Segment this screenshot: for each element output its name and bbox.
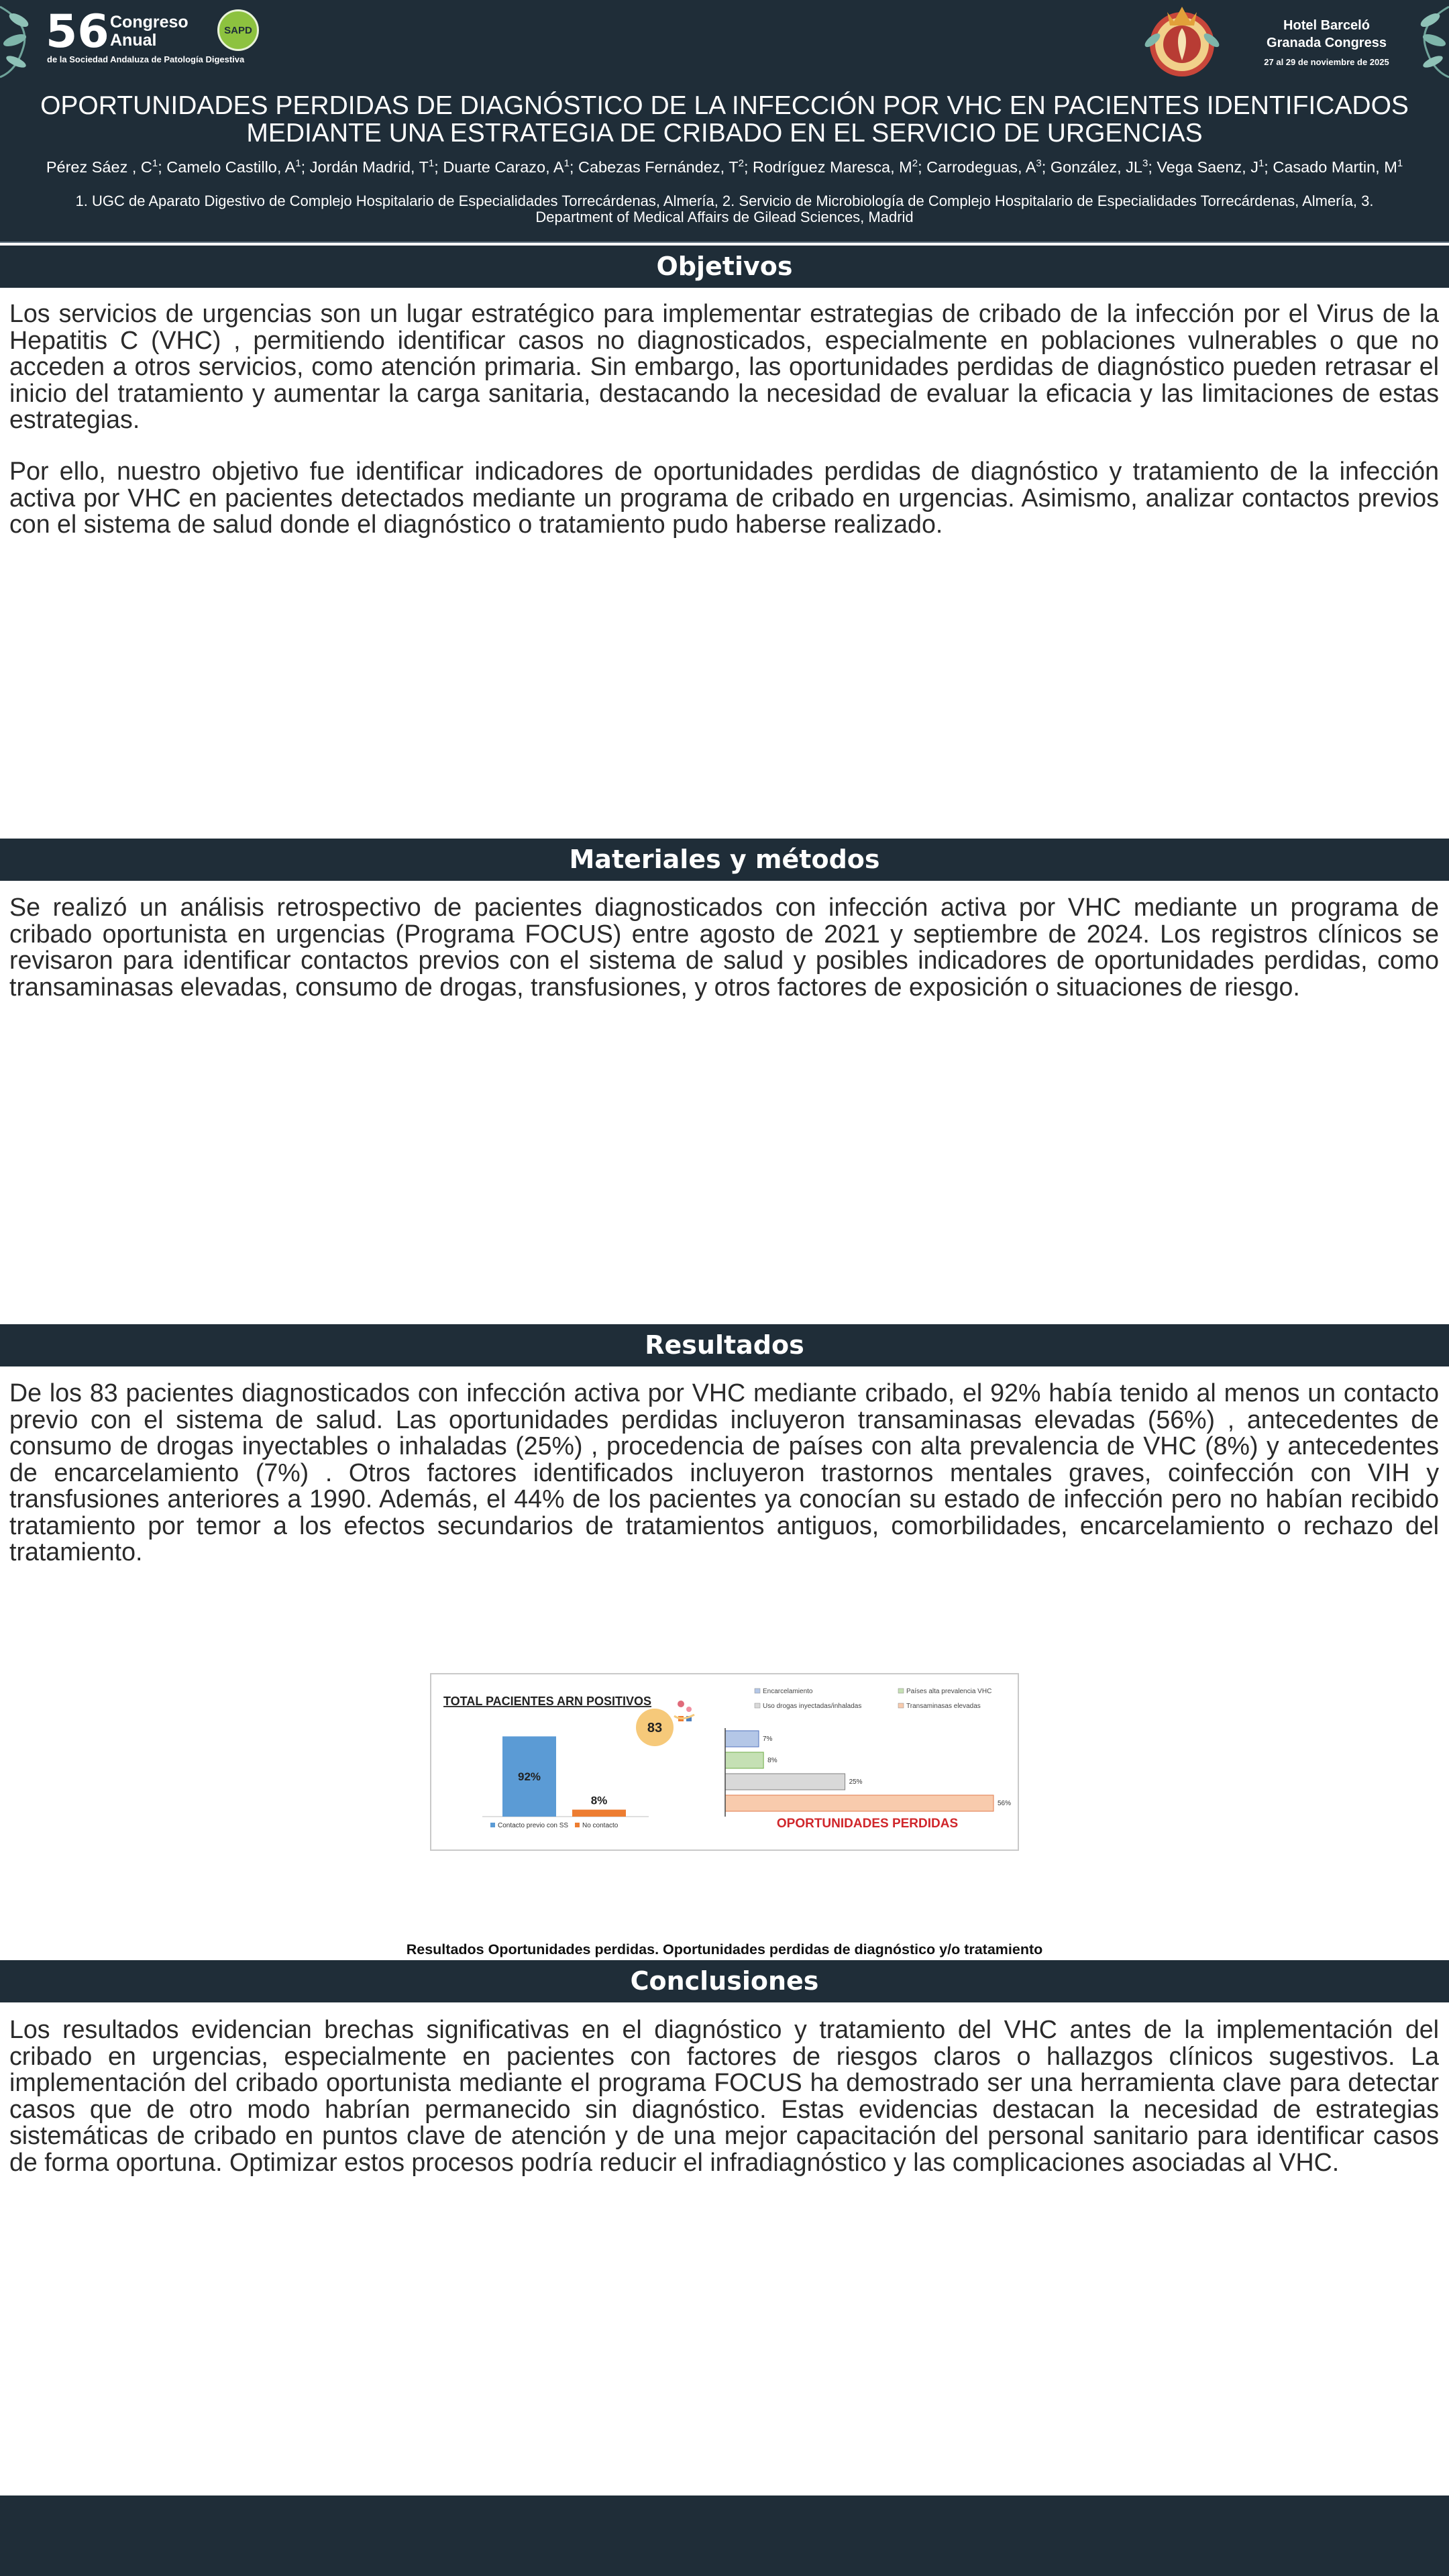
chart1-title: TOTAL PACIENTES ARN POSITIVOS: [443, 1695, 652, 1708]
section-header-conclusiones: Conclusiones: [0, 1960, 1449, 2002]
chart2-legend-label-1: Encarcelamiento: [763, 1688, 813, 1695]
chart2-legend-swatch-4: [898, 1703, 904, 1708]
society-name: de la Sociedad Andaluza de Patología Digestiva: [47, 54, 245, 64]
author-name: Camelo Castillo, $A^1$: [166, 158, 301, 176]
chart2-title: OPORTUNIDADES PERDIDAS: [776, 1817, 959, 1831]
poster-footer: [0, 2496, 1449, 2576]
author-affiliation-mark: 3: [1036, 158, 1042, 169]
chart1-bar-2: [572, 1810, 626, 1817]
chart2-bar-1: [725, 1731, 759, 1747]
chart2-value-label-1: 7%: [763, 1735, 773, 1743]
chart2-legend-label-2: Países alta prevalencia VHC: [906, 1688, 992, 1695]
author-name: Duarte Carazo, $A^1$: [443, 158, 570, 176]
header-divider: [0, 241, 1449, 243]
author-affiliation-mark: 1: [564, 158, 570, 169]
chart2-value-label-2: 8%: [767, 1757, 777, 1764]
author-name: Casado Martin, $M^1$: [1273, 158, 1403, 176]
section-header-resultados: Resultados: [0, 1324, 1449, 1366]
conclusiones-paragraph: Los resultados evidencian brechas significativas en el diagnóstico y tratamiento del VHC antes de la implementación del cribado en urgencias, especialmente en pacientes con factores de riesgos claros o hallazgos clínicos sugestivos. La implementación del cribado oportunista mediante el programa FOCUS ha demostrado ser una herramienta clave para detectar casos que de otro modo habrían permanecido sin diagnóstico. Estas evidencias destacan la necesidad de estrategias sistemáticas de cribado en puntos clave de atención y de una mejor capacitación del personal sanitario para identificar casos de forma oportuna. Optimizar estos procesos podría reducir el infradiagnóstico y las complicaciones asociadas al VHC.: [9, 2015, 1439, 2176]
venue-line-2: Granada Congress: [1267, 36, 1387, 50]
chart2-legend-swatch-1: [755, 1688, 760, 1693]
chart2-legend-swatch-3: [755, 1703, 760, 1708]
figure-caption: Resultados Oportunidades perdidas. Oportunidades perdidas de diagnóstico y/o tratamiento: [406, 1941, 1043, 1957]
congress-word-1: Congreso: [110, 13, 189, 32]
chart2-bar-2: [725, 1752, 763, 1768]
objetivos-paragraph-1: Los servicios de urgencias son un lugar estratégico para implementar estrategias de cribado de la infección por el Virus de la Hepatitis C (VHC) , permitiendo identificar casos no diagnosticados, especialmente en poblaciones vulnerables o que no acceden a otros servicios, como atención primaria. Sin embargo, las oportunidades perdidas de diagnóstico pueden retrasar el inicio del tratamiento y aumentar la carga sanitaria, destacando la necesidad de evaluar la eficacia y las limitaciones de estas estrategias.: [9, 299, 1439, 433]
author-affiliation-mark: 2: [912, 158, 918, 169]
author-name: Jordán Madrid, $T^1$: [309, 158, 435, 176]
author-name: Pérez Sáez , $C^1$: [46, 158, 158, 176]
total-badge-value: 83: [647, 1721, 663, 1735]
chart1-legend-label-2: No contacto: [582, 1822, 619, 1829]
right-leaf-decoration: [1409, 0, 1449, 80]
chart2-bar-3: [725, 1774, 845, 1790]
title-line-1: OPORTUNIDADES PERDIDAS DE DIAGNÓSTICO DE LA INFECCIÓN POR VHC EN PACIENTES IDENTIFICADOS: [40, 91, 1409, 120]
author-name: Rodríguez Maresca, $M^2$: [753, 158, 918, 176]
chart1-legend-swatch-2: [575, 1823, 580, 1827]
author-name: Vega Saenz, $J^1$: [1157, 158, 1265, 176]
sapd-logo: SAPD: [217, 9, 259, 51]
results-figure: [430, 1673, 1019, 1851]
author-name: Carrodeguas, $A^3$: [926, 158, 1042, 176]
objetivos-paragraph-2: Por ello, nuestro objetivo fue identificar indicadores de oportunidades perdidas de diagnóstico y tratamiento de la infección activa por VHC en pacientes detectados mediante un programa de cribado en urgencias. Asimismo, analizar contactos previos con el sistema de salud donde el diagnóstico o tratamiento pudo haberse realizado.: [9, 457, 1439, 538]
materiales-paragraph: Se realizó un análisis retrospectivo de pacientes diagnosticados con infección activa por VHC mediante un programa de cribado oportunista en urgencias (Programa FOCUS) entre agosto de 2021 y septiembre de 2024. Los registros clínicos se revisaron para identificar contactos previos con el sistema de salud y posibles indicadores de oportunidades perdidas, como transaminasas elevadas, consumo de drogas, transfusiones, y otros factores de exposición o situaciones de riesgo.: [9, 893, 1439, 1001]
chart2-legend-label-3: Uso drogas inyectadas/inhaladas: [763, 1703, 862, 1710]
chart1-value-label-1: 92%: [517, 1770, 541, 1784]
author-list: Pérez Sáez , $C^1$; Camelo Castillo, $A^1$; Jordán Madrid, $T^1$; Duarte Carazo, $A^1$; Cabezas Fernández, $T^2$; Rodríguez Maresca, $M^2$; Carrodeguas, $A^3$; González, $JL^3$; Vega Saenz, $J^1$; Casado Martin, $M^1$: [46, 158, 1403, 176]
congress-label: [110, 13, 189, 50]
chart2-value-label-3: 25%: [849, 1778, 863, 1786]
chart2-legend-swatch-2: [898, 1688, 904, 1693]
author-affiliation-mark: 2: [738, 158, 744, 169]
venue-line-1: Hotel Barceló: [1283, 18, 1370, 33]
poster-header: [0, 0, 1449, 241]
section-header-objetivos: Objetivos: [0, 246, 1449, 288]
chart1-legend-swatch-1: [490, 1823, 495, 1827]
chart2-legend-label-4: Transaminasas elevadas: [906, 1703, 981, 1710]
chart2-value-label-4: 56%: [998, 1800, 1012, 1807]
congress-word-2: Anual: [110, 31, 157, 50]
author-affiliation-mark: 1: [1397, 158, 1403, 169]
chart2-bar-4: [725, 1795, 994, 1811]
affiliations: 1. UGC de Aparato Digestivo de Complejo Hospitalario de Especialidades Torrecárdenas, Almería, 2. Servicio de Microbiología de Complejo Hospitalario de Especialidades Torrecárdenas, Almería, 3. Department of Medical Affairs de Gilead Sciences, Madrid: [75, 193, 1374, 225]
chart1-value-label-2: 8%: [590, 1794, 608, 1807]
title-line-2: MEDIANTE UNA ESTRATEGIA DE CRIBADO EN EL SERVICIO DE URGENCIAS: [246, 119, 1203, 148]
author-affiliation-mark: 1: [1258, 158, 1265, 169]
section-header-materiales: Materiales y métodos: [0, 839, 1449, 881]
results-chart: [431, 1674, 1018, 1849]
author-affiliation-mark: 1: [152, 158, 158, 169]
people-icon: [674, 1701, 694, 1721]
granada-emblem-icon: [1140, 0, 1224, 84]
author-name: González, $JL^3$: [1050, 158, 1148, 176]
congress-number: 56: [46, 5, 109, 58]
left-leaf-decoration: [0, 0, 40, 80]
author-affiliation-mark: 1: [428, 158, 435, 169]
venue-block: [1244, 17, 1409, 67]
resultados-paragraph: De los 83 pacientes diagnosticados con infección activa por VHC mediante cribado, el 92% había tenido al menos un contacto previo con el sistema de salud. Las oportunidades perdidas incluyeron transaminasas elevadas (56%) , antecedentes de consumo de drogas inyectables o inhaladas (25%) , procedencia de países con alta prevalencia de VHC (8%) y antecedentes de encarcelamiento (7%) . Otros factores identificados incluyeron trastornos mentales graves, coinfección con VIH y transfusiones anteriores a 1990. Además, el 44% de los pacientes ya conocían su estado de infección pero no habían recibido tratamiento por temor a los efectos secundarios de tratamientos antiguos, comorbilidades, encarcelamiento o rechazo del tratamiento.: [9, 1379, 1439, 1566]
poster-title: [13, 92, 1436, 147]
author-affiliation-mark: 3: [1142, 158, 1148, 169]
chart1-legend-label-1: Contacto previo con SS: [498, 1822, 569, 1829]
congress-dates: 27 al 29 de noviembre de 2025: [1264, 57, 1389, 67]
author-name: Cabezas Fernández, $T^2$: [578, 158, 744, 176]
author-affiliation-mark: 1: [295, 158, 301, 169]
